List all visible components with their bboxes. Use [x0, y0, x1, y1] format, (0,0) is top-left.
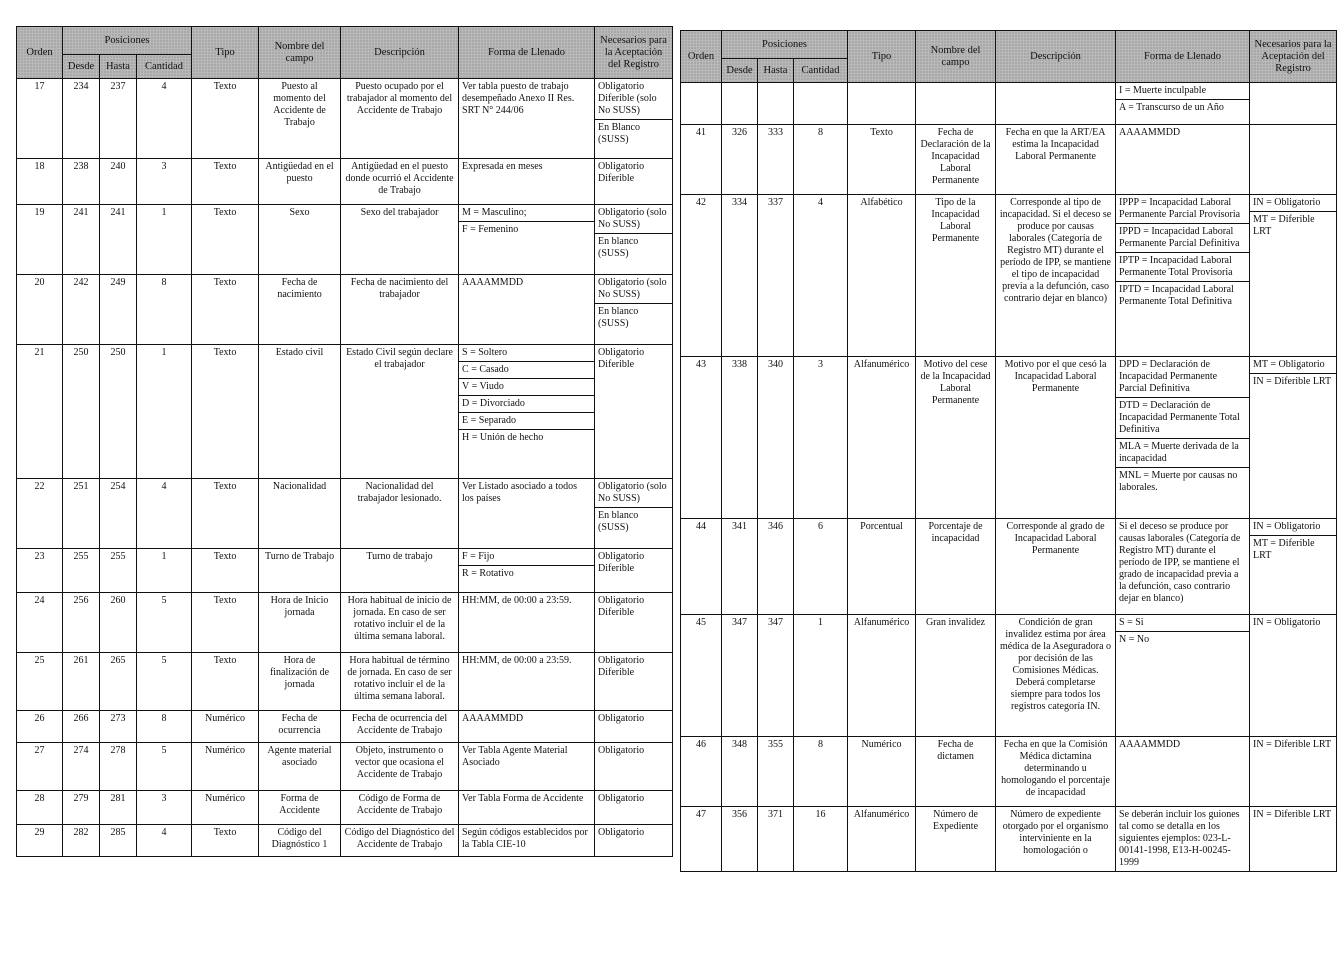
cell-orden: 26 [17, 711, 63, 743]
cell-necesario-line: Obligatorio [598, 713, 645, 724]
cell-descripcion: Número de expediente otorgado por el organismo interviniente en la homologación o [996, 807, 1116, 872]
cell-necesario [1250, 357, 1337, 519]
table-row [681, 83, 1337, 125]
left-table-body [17, 79, 673, 857]
cell-forma-line: MNL = Muerte por causas no laborales. [1116, 467, 1249, 496]
cell-orden: 28 [17, 791, 63, 825]
cell-forma-line: V = Viudo [459, 378, 594, 395]
cell-descripcion: Sexo del trabajador [341, 205, 459, 275]
cell-forma-line: Ver tabla puesto de trabajo desempeñado Anexo II Res. SRT N° 244/06 [462, 81, 575, 116]
cell-necesario-line: Obligatorio Diferible [598, 161, 645, 184]
cell-desde: 282 [63, 825, 100, 857]
table-row [17, 593, 673, 653]
cell-tipo: Texto [192, 825, 259, 857]
cell-necesario [1250, 125, 1337, 195]
cell-forma-line: R = Rotativo [459, 565, 594, 582]
cell-necesario-line: Obligatorio (solo No SUSS) [598, 277, 667, 300]
cell-desde: 338 [722, 357, 758, 519]
cell-orden: 44 [681, 519, 722, 615]
cell-forma-line: HH:MM, de 00:00 a 23:59. [462, 655, 572, 666]
cell-hasta: 347 [758, 615, 794, 737]
cell-necesario [595, 549, 673, 593]
table-row [17, 205, 673, 275]
cell-orden: 20 [17, 275, 63, 345]
cell-necesario-line: Obligatorio Diferible (solo No SUSS) [598, 81, 657, 116]
cell-forma-line: IPPP = Incapacidad Laboral Permanente Parcial Provisoria [1119, 197, 1241, 220]
cell-forma-line: S = Si [1119, 617, 1144, 628]
cell-nombre: Puesto al momento del Accidente de Trabajo [259, 79, 341, 159]
cell-necesario-line: En blanco (SUSS) [595, 303, 672, 332]
cell-forma [459, 653, 595, 711]
table-row [681, 615, 1337, 737]
header-orden: Orden [681, 31, 722, 83]
cell-forma [1116, 737, 1250, 807]
cell-nombre: Tipo de la Incapacidad Laboral Permanente [916, 195, 996, 357]
cell-forma [459, 79, 595, 159]
cell-desde: 241 [63, 205, 100, 275]
cell-necesario [595, 653, 673, 711]
cell-tipo: Porcentual [848, 519, 916, 615]
cell-hasta: 260 [100, 593, 137, 653]
cell-nombre: Fecha de dictamen [916, 737, 996, 807]
cell-necesario-line: MT = Obligatorio [1253, 359, 1325, 370]
cell-desde: 261 [63, 653, 100, 711]
cell-hasta: 250 [100, 345, 137, 479]
header-tipo: Tipo [848, 31, 916, 83]
cell-hasta: 273 [100, 711, 137, 743]
cell-hasta: 337 [758, 195, 794, 357]
cell-desde: 356 [722, 807, 758, 872]
cell-necesario-line: IN = Obligatorio [1253, 197, 1321, 208]
header-cantidad: Cantidad [794, 59, 848, 83]
cell-forma [459, 479, 595, 549]
cell-forma-line: F = Femenino [459, 221, 594, 238]
cell-tipo: Texto [192, 79, 259, 159]
cell-hasta: 237 [100, 79, 137, 159]
cell-descripcion: Nacionalidad del trabajador lesionado. [341, 479, 459, 549]
cell-cantidad: 1 [794, 615, 848, 737]
cell-hasta: 346 [758, 519, 794, 615]
cell-desde: 266 [63, 711, 100, 743]
cell-tipo: Numérico [192, 711, 259, 743]
table-row [17, 275, 673, 345]
cell-forma-line: F = Fijo [462, 551, 495, 562]
cell-tipo: Texto [192, 549, 259, 593]
cell-necesario-line [1250, 83, 1336, 87]
cell-orden: 25 [17, 653, 63, 711]
header-descripcion: Descripción [996, 31, 1116, 83]
cell-nombre [916, 83, 996, 125]
cell-orden [681, 83, 722, 125]
cell-descripcion: Objeto, instrumento o vector que ocasiona el Accidente de Trabajo [341, 743, 459, 791]
cell-hasta [758, 83, 794, 125]
cell-tipo: Texto [192, 159, 259, 205]
cell-hasta: 265 [100, 653, 137, 711]
cell-cantidad: 3 [137, 159, 192, 205]
cell-forma [459, 593, 595, 653]
cell-orden: 24 [17, 593, 63, 653]
header-hasta: Hasta [100, 55, 137, 79]
header-posiciones: Posiciones [722, 31, 848, 59]
cell-necesario [1250, 807, 1337, 872]
cell-descripcion: Estado Civil según declare el trabajador [341, 345, 459, 479]
table-row [681, 195, 1337, 357]
cell-forma-line: IPTD = Incapacidad Laboral Permanente Total Definitiva [1116, 281, 1249, 310]
header-descripcion: Descripción [341, 27, 459, 79]
cell-forma-line: D = Divorciado [459, 395, 594, 412]
cell-nombre: Motivo del cese de la Incapacidad Laboral Permanente [916, 357, 996, 519]
cell-necesario [595, 743, 673, 791]
cell-descripcion: Fecha de ocurrencia del Accidente de Trabajo [341, 711, 459, 743]
cell-tipo: Texto [192, 205, 259, 275]
cell-cantidad: 6 [794, 519, 848, 615]
cell-desde: 256 [63, 593, 100, 653]
right-table-body [681, 83, 1337, 872]
cell-forma [1116, 195, 1250, 357]
cell-hasta: 371 [758, 807, 794, 872]
cell-desde [722, 83, 758, 125]
cell-tipo: Texto [848, 125, 916, 195]
cell-orden: 47 [681, 807, 722, 872]
cell-forma-line: HH:MM, de 00:00 a 23:59. [462, 595, 572, 606]
cell-orden: 23 [17, 549, 63, 593]
cell-forma-line: AAAAMMDD [1119, 127, 1181, 138]
cell-necesario [1250, 83, 1337, 125]
header-necesario: Necesarios para la Aceptación del Registro [1250, 31, 1337, 83]
cell-necesario-line: IN = Obligatorio [1253, 617, 1321, 628]
cell-cantidad: 3 [794, 357, 848, 519]
cell-necesario-line: IN = Diferible LRT [1250, 373, 1336, 390]
cell-desde: 274 [63, 743, 100, 791]
cell-necesario-line: Obligatorio Diferible [598, 347, 645, 370]
cell-tipo: Alfabético [848, 195, 916, 357]
cell-necesario-line: En Blanco (SUSS) [595, 119, 672, 148]
cell-desde: 255 [63, 549, 100, 593]
cell-hasta: 355 [758, 737, 794, 807]
header-orden: Orden [17, 27, 63, 79]
cell-forma-line: Ver Tabla Agente Material Asociado [462, 745, 568, 768]
cell-forma-line: Se deberán incluir los guiones tal como se detalla en los siguientes ejemplos: 023-L-00141-1998, E13-H-00245-1999 [1119, 809, 1240, 868]
cell-orden: 22 [17, 479, 63, 549]
cell-hasta: 255 [100, 549, 137, 593]
cell-necesario [1250, 737, 1337, 807]
table-row [681, 737, 1337, 807]
cell-forma-line: S = Soltero [462, 347, 508, 358]
cell-descripcion: Puesto ocupado por el trabajador al momento del Accidente de Trabajo [341, 79, 459, 159]
cell-cantidad: 5 [137, 653, 192, 711]
cell-forma-line: AAAAMMDD [462, 277, 524, 288]
cell-desde: 238 [63, 159, 100, 205]
table-row [17, 743, 673, 791]
cell-necesario-line: En blanco (SUSS) [595, 233, 672, 262]
cell-nombre: Número de Expediente [916, 807, 996, 872]
table-row [681, 125, 1337, 195]
cell-cantidad: 16 [794, 807, 848, 872]
cell-cantidad: 1 [137, 549, 192, 593]
cell-nombre: Fecha de ocurrencia [259, 711, 341, 743]
cell-desde: 251 [63, 479, 100, 549]
cell-desde: 348 [722, 737, 758, 807]
cell-tipo: Numérico [848, 737, 916, 807]
cell-descripcion: Código de Forma de Accidente de Trabajo [341, 791, 459, 825]
cell-cantidad: 1 [137, 205, 192, 275]
table-row [17, 549, 673, 593]
cell-necesario-line: Obligatorio Diferible [598, 595, 645, 618]
table-row [681, 807, 1337, 872]
right-table [680, 30, 1337, 872]
cell-necesario [595, 825, 673, 857]
cell-forma-line: E = Separado [459, 412, 594, 429]
cell-nombre: Hora de Inicio jornada [259, 593, 341, 653]
cell-necesario-line: MT = Diferible LRT [1250, 535, 1336, 564]
cell-descripcion: Condición de gran invalidez estima por área médica de la Aseguradora o por decisión de las Comisiones Médicas. Deberá completarse siempre para todos los registros categoría IN. [996, 615, 1116, 737]
cell-tipo: Numérico [192, 791, 259, 825]
cell-forma [1116, 125, 1250, 195]
cell-tipo: Alfanumérico [848, 615, 916, 737]
header-forma: Forma de Llenado [1116, 31, 1250, 83]
cell-forma-line: H = Unión de hecho [459, 429, 594, 446]
cell-forma [459, 743, 595, 791]
cell-necesario-line: Obligatorio (solo No SUSS) [598, 207, 667, 230]
cell-forma [459, 275, 595, 345]
table-row [17, 79, 673, 159]
cell-nombre: Agente material asociado [259, 743, 341, 791]
cell-descripcion: Motivo por el que cesó la Incapacidad Laboral Permanente [996, 357, 1116, 519]
cell-nombre: Fecha de nacimiento [259, 275, 341, 345]
cell-desde: 341 [722, 519, 758, 615]
cell-desde: 279 [63, 791, 100, 825]
header-posiciones: Posiciones [63, 27, 192, 55]
cell-cantidad: 8 [137, 275, 192, 345]
cell-forma [1116, 83, 1250, 125]
cell-forma-line: Según códigos establecidos por la Tabla CIE-10 [462, 827, 588, 850]
header-desde: Desde [63, 55, 100, 79]
header-nombre: Nombre del campo [259, 27, 341, 79]
cell-necesario-line: IN = Diferible LRT [1253, 739, 1332, 750]
cell-nombre: Gran invalidez [916, 615, 996, 737]
cell-tipo: Alfanumérico [848, 807, 916, 872]
cell-necesario-line: Obligatorio [598, 745, 645, 756]
cell-necesario [595, 593, 673, 653]
cell-nombre: Nacionalidad [259, 479, 341, 549]
cell-necesario [1250, 195, 1337, 357]
cell-orden: 45 [681, 615, 722, 737]
cell-forma-line: C = Casado [459, 361, 594, 378]
cell-tipo: Texto [192, 345, 259, 479]
cell-cantidad: 4 [794, 195, 848, 357]
cell-tipo: Texto [192, 593, 259, 653]
cell-desde: 242 [63, 275, 100, 345]
cell-necesario [595, 275, 673, 345]
left-table [16, 26, 673, 857]
table-row [17, 159, 673, 205]
cell-hasta: 254 [100, 479, 137, 549]
cell-nombre: Antigüedad en el puesto [259, 159, 341, 205]
cell-forma [1116, 807, 1250, 872]
cell-hasta: 240 [100, 159, 137, 205]
table-row [17, 711, 673, 743]
cell-cantidad: 4 [137, 479, 192, 549]
cell-orden: 18 [17, 159, 63, 205]
cell-forma-line: Si el deceso se produce por causas laborales (Categoría de Registro MT) durante el período de IPP, se mantiene el grado de incapacidad previa a la defunción, caso contrario dejar en blanco) [1119, 521, 1241, 604]
cell-nombre: Forma de Accidente [259, 791, 341, 825]
cell-forma [459, 549, 595, 593]
cell-cantidad: 5 [137, 593, 192, 653]
table-row [17, 825, 673, 857]
cell-forma-line: DTD = Declaración de Incapacidad Permanente Total Definitiva [1116, 397, 1249, 438]
cell-necesario-line: IN = Diferible LRT [1253, 809, 1332, 820]
cell-necesario [1250, 615, 1337, 737]
cell-forma-line: DPD = Declaración de Incapacidad Permanente Parcial Definitiva [1119, 359, 1218, 394]
cell-nombre: Hora de finalización de jornada [259, 653, 341, 711]
cell-tipo [848, 83, 916, 125]
cell-necesario [595, 205, 673, 275]
cell-forma-line: A = Transcurso de un Año [1116, 99, 1249, 116]
cell-tipo: Alfanumérico [848, 357, 916, 519]
cell-tipo: Texto [192, 653, 259, 711]
cell-nombre: Turno de Trabajo [259, 549, 341, 593]
cell-hasta: 281 [100, 791, 137, 825]
cell-cantidad: 3 [137, 791, 192, 825]
cell-forma-line: M = Masculino; [462, 207, 527, 218]
cell-forma-line: IPPD = Incapacidad Laboral Permanente Parcial Definitiva [1116, 223, 1249, 252]
cell-nombre: Fecha de Declaración de la Incapacidad Laboral Permanente [916, 125, 996, 195]
cell-tipo: Numérico [192, 743, 259, 791]
cell-hasta: 249 [100, 275, 137, 345]
cell-cantidad: 8 [794, 737, 848, 807]
header-forma: Forma de Llenado [459, 27, 595, 79]
cell-cantidad: 4 [137, 825, 192, 857]
cell-orden: 43 [681, 357, 722, 519]
cell-orden: 41 [681, 125, 722, 195]
cell-necesario-line [1250, 125, 1336, 129]
cell-forma [1116, 519, 1250, 615]
cell-cantidad: 5 [137, 743, 192, 791]
cell-forma [1116, 357, 1250, 519]
header-nombre: Nombre del campo [916, 31, 996, 83]
cell-forma-line: I = Muerte inculpable [1119, 85, 1207, 96]
header-hasta: Hasta [758, 59, 794, 83]
cell-desde: 234 [63, 79, 100, 159]
cell-descripcion: Turno de trabajo [341, 549, 459, 593]
cell-orden: 21 [17, 345, 63, 479]
cell-descripcion: Fecha en que la ART/EA estima la Incapacidad Laboral Permanente [996, 125, 1116, 195]
cell-desde: 347 [722, 615, 758, 737]
cell-necesario-line: Obligatorio [598, 793, 645, 804]
cell-forma-line: Ver Listado asociado a todos los países [462, 481, 578, 504]
cell-necesario-line: Obligatorio Diferible [598, 551, 645, 574]
cell-necesario [1250, 519, 1337, 615]
cell-descripcion: Antigüedad en el puesto donde ocurrió el Accidente de Trabajo [341, 159, 459, 205]
cell-nombre: Porcentaje de incapacidad [916, 519, 996, 615]
cell-descripcion: Corresponde al tipo de incapacidad. Si el deceso se produce por causas laborales (Categoría de Registro MT) durante el período de IPP, se mantiene el tipo de incapacidad previa a la defunción, caso contrario dejar en blanco) [996, 195, 1116, 357]
cell-forma [459, 205, 595, 275]
cell-hasta: 340 [758, 357, 794, 519]
cell-necesario-line: IN = Obligatorio [1253, 521, 1321, 532]
cell-necesario-line: Obligatorio [598, 827, 645, 838]
table-row [17, 479, 673, 549]
header-tipo: Tipo [192, 27, 259, 79]
cell-orden: 27 [17, 743, 63, 791]
cell-forma [459, 791, 595, 825]
cell-hasta: 285 [100, 825, 137, 857]
cell-descripcion [996, 83, 1116, 125]
cell-forma [459, 711, 595, 743]
cell-tipo: Texto [192, 275, 259, 345]
table-row [17, 345, 673, 479]
cell-orden: 17 [17, 79, 63, 159]
cell-forma-line: IPTP = Incapacidad Laboral Permanente Total Provisoria [1116, 252, 1249, 281]
cell-forma [1116, 615, 1250, 737]
table-row [681, 519, 1337, 615]
cell-descripcion: Código del Diagnóstico del Accidente de Trabajo [341, 825, 459, 857]
cell-orden: 46 [681, 737, 722, 807]
cell-desde: 250 [63, 345, 100, 479]
cell-forma-line: AAAAMMDD [462, 713, 524, 724]
cell-necesario [595, 79, 673, 159]
cell-necesario-line: MT = Diferible LRT [1250, 211, 1336, 240]
cell-necesario [595, 791, 673, 825]
cell-forma-line: MLA = Muerte derivada de la incapacidad [1116, 438, 1249, 467]
table-row [17, 791, 673, 825]
cell-forma [459, 825, 595, 857]
table-row [681, 357, 1337, 519]
cell-orden: 42 [681, 195, 722, 357]
cell-necesario [595, 159, 673, 205]
cell-forma [459, 159, 595, 205]
cell-cantidad: 8 [137, 711, 192, 743]
cell-descripcion: Hora habitual de inicio de jornada. En caso de ser rotativo incluir el de la última semana laboral. [341, 593, 459, 653]
cell-forma-line: N = No [1116, 631, 1249, 648]
header-cantidad: Cantidad [137, 55, 192, 79]
cell-nombre: Estado civil [259, 345, 341, 479]
cell-orden: 29 [17, 825, 63, 857]
cell-necesario-line: Obligatorio Diferible [598, 655, 645, 678]
cell-forma-line: Expresada en meses [462, 161, 543, 172]
cell-forma [459, 345, 595, 479]
cell-forma-line: AAAAMMDD [1119, 739, 1181, 750]
cell-cantidad: 8 [794, 125, 848, 195]
cell-desde: 326 [722, 125, 758, 195]
cell-necesario-line: En blanco (SUSS) [595, 507, 672, 536]
cell-hasta: 241 [100, 205, 137, 275]
cell-cantidad: 1 [137, 345, 192, 479]
cell-cantidad: 4 [137, 79, 192, 159]
table-row [17, 653, 673, 711]
cell-descripcion: Fecha de nacimiento del trabajador [341, 275, 459, 345]
cell-necesario-line: Obligatorio (solo No SUSS) [598, 481, 667, 504]
cell-hasta: 278 [100, 743, 137, 791]
cell-forma-line: Ver Tabla Forma de Accidente [462, 793, 584, 804]
cell-tipo: Texto [192, 479, 259, 549]
cell-hasta: 333 [758, 125, 794, 195]
cell-necesario [595, 345, 673, 479]
cell-necesario [595, 711, 673, 743]
header-desde: Desde [722, 59, 758, 83]
cell-nombre: Sexo [259, 205, 341, 275]
cell-descripcion: Fecha en que la Comisión Médica dictamina determinando u homologando el porcentaje de incapacidad [996, 737, 1116, 807]
cell-orden: 19 [17, 205, 63, 275]
cell-cantidad [794, 83, 848, 125]
header-necesario: Necesarios para la Aceptación del Registro [595, 27, 673, 79]
cell-desde: 334 [722, 195, 758, 357]
cell-necesario [595, 479, 673, 549]
cell-descripcion: Hora habitual de término de jornada. En caso de ser rotativo incluir el de la última semana laboral. [341, 653, 459, 711]
cell-descripcion: Corresponde al grado de Incapacidad Laboral Permanente [996, 519, 1116, 615]
cell-nombre: Código del Diagnóstico 1 [259, 825, 341, 857]
